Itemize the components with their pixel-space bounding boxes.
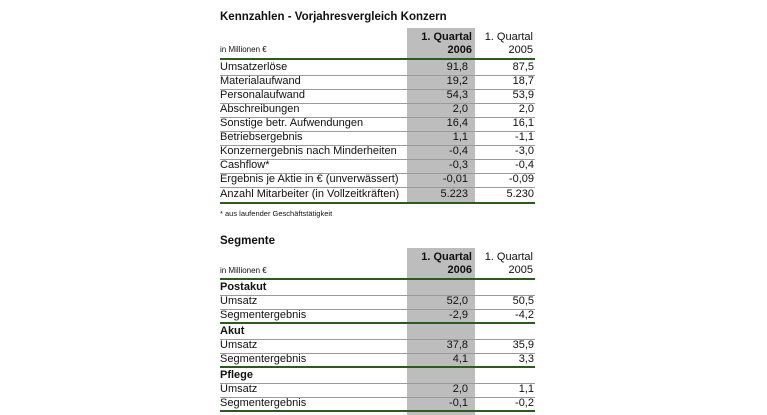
row-label: Konzernergebnis nach Minderheiten: [220, 145, 397, 157]
row-label: Betriebsergebnis: [220, 131, 303, 143]
value-2006: 19,2: [446, 75, 468, 87]
kennzahlen-bottom-rule: [220, 202, 535, 204]
segmente-col-2006-line2: 2006: [447, 264, 472, 276]
value-2005: 3,3: [518, 353, 534, 365]
value-2006: 4,1: [452, 353, 468, 365]
value-2006: 16,4: [446, 117, 468, 129]
row-label: Materialaufwand: [220, 75, 301, 87]
value-2005: 53,9: [512, 89, 534, 101]
segmente-unit-label: in Millionen €: [220, 266, 267, 275]
segmente-bottom-rule: [220, 410, 535, 412]
table-row: [220, 396, 535, 411]
table-row: [220, 172, 535, 188]
value-2006: 37,8: [446, 339, 468, 351]
row-label: Segmentergebnis: [220, 397, 307, 409]
row-label: Abschreibungen: [220, 103, 300, 115]
segmente-col-2006-line1: 1. Quartal: [421, 251, 472, 263]
value-2006: 52,0: [446, 295, 468, 307]
kennzahlen-footnote: * aus laufender Geschäftstätigkeit: [220, 209, 333, 218]
value-2006: 5.223: [440, 188, 468, 200]
row-label: Cashflow*: [220, 159, 270, 171]
row-label: Sonstige betr. Aufwendungen: [220, 117, 364, 129]
row-label: Umsatz: [220, 295, 258, 307]
value-2005: -0,2: [515, 397, 534, 409]
kennzahlen-col-2005-line1: 1. Quartal: [484, 31, 533, 43]
kennzahlen-unit-label: in Millionen €: [220, 45, 267, 54]
segmente-col-2005-line2: 2005: [508, 264, 533, 276]
value-2005: 35,9: [512, 339, 534, 351]
kennzahlen-col-2006-line2: 2006: [447, 44, 472, 56]
value-2005: -0,4: [515, 159, 534, 171]
value-2005: 1,1: [518, 383, 534, 395]
table-row: [220, 308, 535, 323]
value-2006: 54,3: [446, 89, 468, 101]
value-2005: -0,09: [508, 173, 534, 185]
value-2005: 16,1: [512, 117, 534, 129]
segmente-title: Segmente: [220, 235, 275, 247]
value-2005: 2,0: [518, 103, 534, 115]
value-2006: -0,1: [449, 397, 468, 409]
value-2006: -0,01: [442, 173, 468, 185]
value-2005: 5.230: [506, 188, 534, 200]
segment-name: Akut: [220, 325, 245, 337]
row-label: Umsatz: [220, 339, 258, 351]
kennzahlen-col-2005-line2: 2005: [508, 44, 533, 56]
row-label: Segmentergebnis: [220, 309, 307, 321]
value-2005: 87,5: [512, 61, 534, 73]
row-label: Segmentergebnis: [220, 353, 307, 365]
value-2005: -3,0: [515, 145, 534, 157]
segment-name: Pflege: [220, 369, 254, 381]
value-2005: 18,7: [512, 75, 534, 87]
row-label: Personalaufwand: [220, 89, 306, 101]
value-2005: -1,1: [515, 131, 534, 143]
value-2006: 91,8: [446, 61, 468, 73]
value-2006: -0,3: [449, 159, 468, 171]
value-2006: -0,4: [449, 145, 468, 157]
kennzahlen-title: Kennzahlen - Vorjahresvergleich Konzern: [220, 11, 447, 23]
row-label: Umsatz: [220, 383, 258, 395]
row-label: Umsatzerlöse: [220, 61, 288, 73]
kennzahlen-col-2006-line1: 1. Quartal: [421, 31, 472, 43]
value-2006: 2,0: [452, 103, 468, 115]
segment-name: Postakut: [220, 281, 267, 293]
value-2006: 1,1: [452, 131, 468, 143]
value-2006: -2,9: [449, 309, 468, 321]
value-2005: -4,2: [515, 309, 534, 321]
value-2005: 50,5: [512, 295, 534, 307]
row-label: Ergebnis je Aktie in € (unverwässert): [220, 173, 399, 185]
value-2006: 2,0: [452, 383, 468, 395]
table-row: [220, 187, 535, 202]
row-label: Anzahl Mitarbeiter (in Vollzeitkräften): [220, 188, 400, 200]
segmente-col-2005-line1: 1. Quartal: [484, 251, 533, 263]
table-row: [220, 352, 535, 367]
